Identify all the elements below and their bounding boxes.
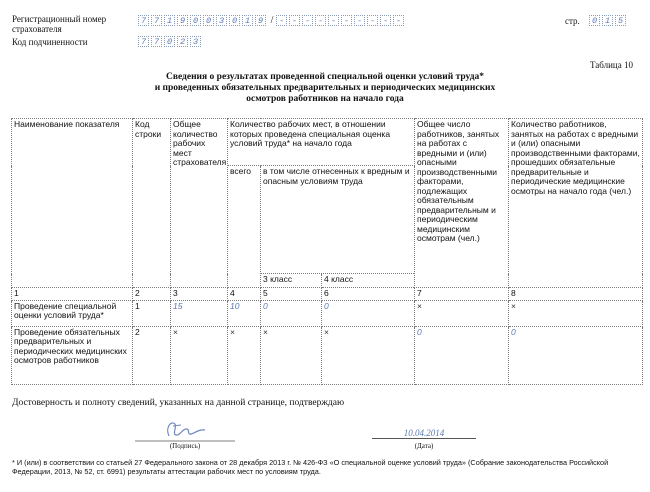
reg-dash: - xyxy=(302,15,313,26)
reg-dash: - xyxy=(289,15,300,26)
column-number: 6 xyxy=(322,288,415,301)
header-assessed-places: Количество рабочих мест, в отношении которых проведена специальная оценка условий труда* на начало года xyxy=(228,119,415,166)
reg-digit: 7 xyxy=(151,15,162,26)
column-number: 3 xyxy=(171,288,228,301)
reg-digit: 3 xyxy=(216,15,227,26)
signature-caption: (Подпись) xyxy=(169,442,201,450)
header-name: Наименование показателя xyxy=(12,119,133,288)
subordination-code-field[interactable] xyxy=(138,36,203,47)
signature-image xyxy=(135,414,235,442)
column-number: 2 xyxy=(133,288,171,301)
reg-dash: - xyxy=(367,15,378,26)
signature-field[interactable] xyxy=(135,414,235,442)
reg-dash: - xyxy=(328,15,339,26)
title-line: и проведенных обязательных предварительных и периодических медицинских xyxy=(154,83,496,93)
page-number-field[interactable] xyxy=(589,15,628,26)
reg-dash: - xyxy=(354,15,365,26)
cell-workers-passed: × xyxy=(509,300,643,326)
cell-class-3: × xyxy=(261,326,322,384)
cell-class-3[interactable]: 0 xyxy=(261,300,322,326)
page-digit: 5 xyxy=(615,15,626,26)
cell-total-places[interactable]: 15 xyxy=(171,300,228,326)
column-number: 4 xyxy=(228,288,261,301)
column-number: 7 xyxy=(415,288,509,301)
reg-digit: 1 xyxy=(164,15,175,26)
row-name: Проведение специальной оценки условий труда* xyxy=(12,300,133,326)
reg-digit: 7 xyxy=(138,15,149,26)
reg-digit: 9 xyxy=(255,15,266,26)
table-number: Таблица 10 xyxy=(590,60,633,70)
reg-dash: - xyxy=(341,15,352,26)
column-number: 5 xyxy=(261,288,322,301)
column-number: 8 xyxy=(509,288,643,301)
cell-class-4[interactable]: 0 xyxy=(322,300,415,326)
reg-digit: 9 xyxy=(177,15,188,26)
table-row xyxy=(12,326,643,384)
subordination-code-label: Код подчиненности xyxy=(12,37,88,47)
reg-digit: 1 xyxy=(242,15,253,26)
reg-dash: - xyxy=(315,15,326,26)
registration-number-field[interactable] xyxy=(138,15,406,26)
cell-assessed-all[interactable]: 10 xyxy=(228,300,261,326)
header-harmful: в том числе отнесенных к вредным и опасным условиям труда xyxy=(261,166,415,274)
header-workers-passed: Количество работников, занятых на работах с вредными и (или) опасными производственными факторами, прошедших обязательные предварительные и периодические медицинские осмотры на начало года (чел.) xyxy=(509,119,643,288)
reg-digit: 0 xyxy=(229,15,240,26)
sub-digit: 3 xyxy=(190,36,201,47)
header-class-4: 4 класс xyxy=(322,274,415,288)
results-table xyxy=(11,118,643,385)
cell-class-4: × xyxy=(322,326,415,384)
header-all: всего xyxy=(228,166,261,288)
report-title xyxy=(0,72,650,105)
footnote: * И (или) в соответствии со статьей 27 Федерального закона от 28 декабря 2013 г. № 426-ФЗ «О специальной оценке условий труда» (Собрание законодательства Российской Федерации, 2013, № 52, ст. 6991) результаты аттестации рабочих мест по условиям труда. xyxy=(12,458,609,476)
sub-digit: 2 xyxy=(177,36,188,47)
header-code: Код строки xyxy=(133,119,171,288)
date-field[interactable]: 10.04.2014 xyxy=(372,428,476,439)
reg-dash: - xyxy=(393,15,404,26)
cell-total-places: × xyxy=(171,326,228,384)
cell-workers-passed[interactable]: 0 xyxy=(509,326,643,384)
title-line: осмотров работников на начало года xyxy=(246,94,404,104)
row-code: 1 xyxy=(133,300,171,326)
page-digit: 1 xyxy=(602,15,613,26)
sub-digit: 7 xyxy=(138,36,149,47)
header-class-3: 3 класс xyxy=(261,274,322,288)
cell-assessed-all: × xyxy=(228,326,261,384)
reg-dash: - xyxy=(380,15,391,26)
reg-digit: 0 xyxy=(190,15,201,26)
sub-digit: 7 xyxy=(151,36,162,47)
sub-digit: 0 xyxy=(164,36,175,47)
header-workers-subject: Общее число работников, занятых на работах с вредными и (или) опасными производственными факторами, подлежащих обязательным предварительным и периодическим медицинским осмотрам (чел.) xyxy=(415,119,509,288)
page-label: стр. xyxy=(565,16,580,26)
reg-separator: / xyxy=(270,15,274,26)
row-code: 2 xyxy=(133,326,171,384)
page-digit: 0 xyxy=(589,15,600,26)
table-row xyxy=(12,300,643,326)
row-name: Проведение обязательных предварительных и периодических медицинских осмотров работников xyxy=(12,326,133,384)
confirmation-text: Достоверность и полноту сведений, указанных на данной странице, подтверждаю xyxy=(12,398,345,408)
registration-number-label: Регистрационный номер страхователя xyxy=(12,14,107,34)
reg-dash: - xyxy=(276,15,287,26)
reg-digit: 0 xyxy=(203,15,214,26)
title-line: Сведения о результатах проведенной специальной оценки условий труда* xyxy=(165,72,485,82)
column-number: 1 xyxy=(12,288,133,301)
date-caption: (Дата) xyxy=(414,442,434,450)
header-total-places: Общее количество рабочих мест страхователя xyxy=(171,119,228,288)
cell-workers-subject: × xyxy=(415,300,509,326)
cell-workers-subject[interactable]: 0 xyxy=(415,326,509,384)
